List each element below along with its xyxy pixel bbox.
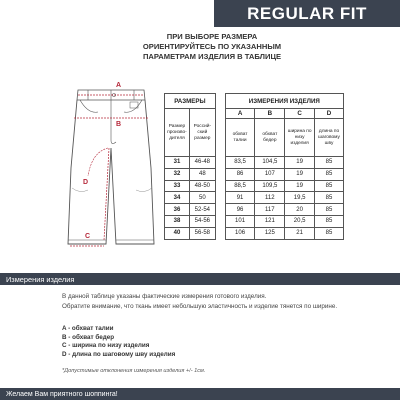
hem-width-header: ширина по низу изделия (285, 119, 315, 157)
hip-cell: 107 (255, 168, 285, 180)
russian-size-header: Россий-ский размер (189, 109, 215, 157)
intro-text (112, 32, 312, 62)
waist-header: обхват талии (225, 119, 255, 157)
inseam-cell: 85 (315, 168, 344, 180)
inseam-cell: 85 (315, 157, 344, 169)
hem-cell: 20,5 (285, 215, 315, 227)
ru-size-cell: 54-56 (189, 215, 215, 227)
hem-cell: 19,5 (285, 192, 315, 204)
intro-line: ПРИ ВЫБОРЕ РАЗМЕРА (166, 32, 258, 41)
ru-size-cell: 48-50 (189, 180, 215, 192)
ru-size-cell: 52-54 (189, 204, 215, 216)
size-cell: 33 (165, 180, 190, 192)
measures-header: ИЗМЕРЕНИЯ ИЗДЕЛИЯ (225, 94, 343, 109)
size-cell: 40 (165, 227, 190, 239)
inseam-cell: 85 (315, 192, 344, 204)
footer-message: Желаем Вам приятного шоппинга! (0, 388, 400, 400)
measurement-legend (62, 325, 262, 359)
waist-cell: 106 (225, 227, 255, 239)
description-line: Обратите внимание, что ткань имеет небольшую эластичность и изделие тянется по ширине. (62, 303, 338, 310)
table-row (165, 168, 344, 180)
table-row (165, 227, 344, 239)
hip-cell: 121 (255, 215, 285, 227)
size-cell: 32 (165, 168, 190, 180)
inseam-header: длина по шаговому шву (315, 119, 344, 157)
size-cell: 36 (165, 204, 190, 216)
hip-cell: 125 (255, 227, 285, 239)
table-row (165, 192, 344, 204)
hem-cell: 20 (285, 204, 315, 216)
inseam-cell: 85 (315, 215, 344, 227)
label-c: C (85, 233, 91, 240)
waist-cell: 101 (225, 215, 255, 227)
pants-drawing (58, 78, 170, 250)
waist-cell: 86 (225, 168, 255, 180)
hem-cell: 19 (285, 180, 315, 192)
label-a: A (116, 82, 122, 89)
measurements-description (62, 293, 342, 313)
manufacturer-size-header: Размер произво-дителя (165, 109, 190, 157)
letter-b: B (255, 109, 285, 119)
intro-line: ПАРАМЕТРАМ ИЗДЕЛИЯ В ТАБЛИЦЕ (142, 52, 282, 61)
table-row (165, 204, 344, 216)
pants-diagram (58, 78, 170, 250)
label-b: B (116, 121, 122, 128)
hip-cell: 104,5 (255, 157, 285, 169)
hip-cell: 109,5 (255, 180, 285, 192)
inseam-cell: 85 (315, 180, 344, 192)
hip-header: обхват бедер (255, 119, 285, 157)
waist-cell: 91 (225, 192, 255, 204)
size-cell: 31 (165, 157, 190, 169)
intro-line: ОРИЕНТИРУЙТЕСЬ ПО УКАЗАННЫМ (142, 42, 282, 51)
ru-size-cell: 50 (189, 192, 215, 204)
measurements-section-title: Измерения изделия (0, 273, 400, 285)
inseam-cell: 85 (315, 204, 344, 216)
waist-cell: 96 (225, 204, 255, 216)
size-cell: 38 (165, 215, 190, 227)
size-cell: 34 (165, 192, 190, 204)
description-line: В данной таблице указаны фактические измерения готового изделия. (62, 293, 267, 300)
tolerance-note: *Допустимые отклонения измерения изделия +/- 1см. (62, 368, 206, 374)
hem-cell: 19 (285, 157, 315, 169)
letter-d: D (315, 109, 344, 119)
letter-a: A (225, 109, 255, 119)
table-row (165, 157, 344, 169)
ru-size-cell: 48 (189, 168, 215, 180)
legend-item: C - ширина по низу изделия (62, 342, 150, 350)
hip-cell: 112 (255, 192, 285, 204)
letter-c: C (285, 109, 315, 119)
legend-item: A - обхват талии (62, 325, 114, 332)
waist-cell: 88,5 (225, 180, 255, 192)
sizes-header: РАЗМЕРЫ (165, 94, 216, 109)
ru-size-cell: 46-48 (189, 157, 215, 169)
legend-item: D - длина по шаговому шву изделия (62, 350, 176, 358)
inseam-cell: 85 (315, 227, 344, 239)
table-row (165, 180, 344, 192)
ru-size-cell: 56-58 (189, 227, 215, 239)
label-d: D (83, 179, 89, 186)
hem-cell: 19 (285, 168, 315, 180)
waist-cell: 83,5 (225, 157, 255, 169)
fit-header: REGULAR FIT (214, 0, 400, 27)
table-row (165, 215, 344, 227)
hip-cell: 117 (255, 204, 285, 216)
size-table (164, 93, 344, 240)
hem-cell: 21 (285, 227, 315, 239)
legend-item: B - обхват бедер (62, 333, 115, 341)
